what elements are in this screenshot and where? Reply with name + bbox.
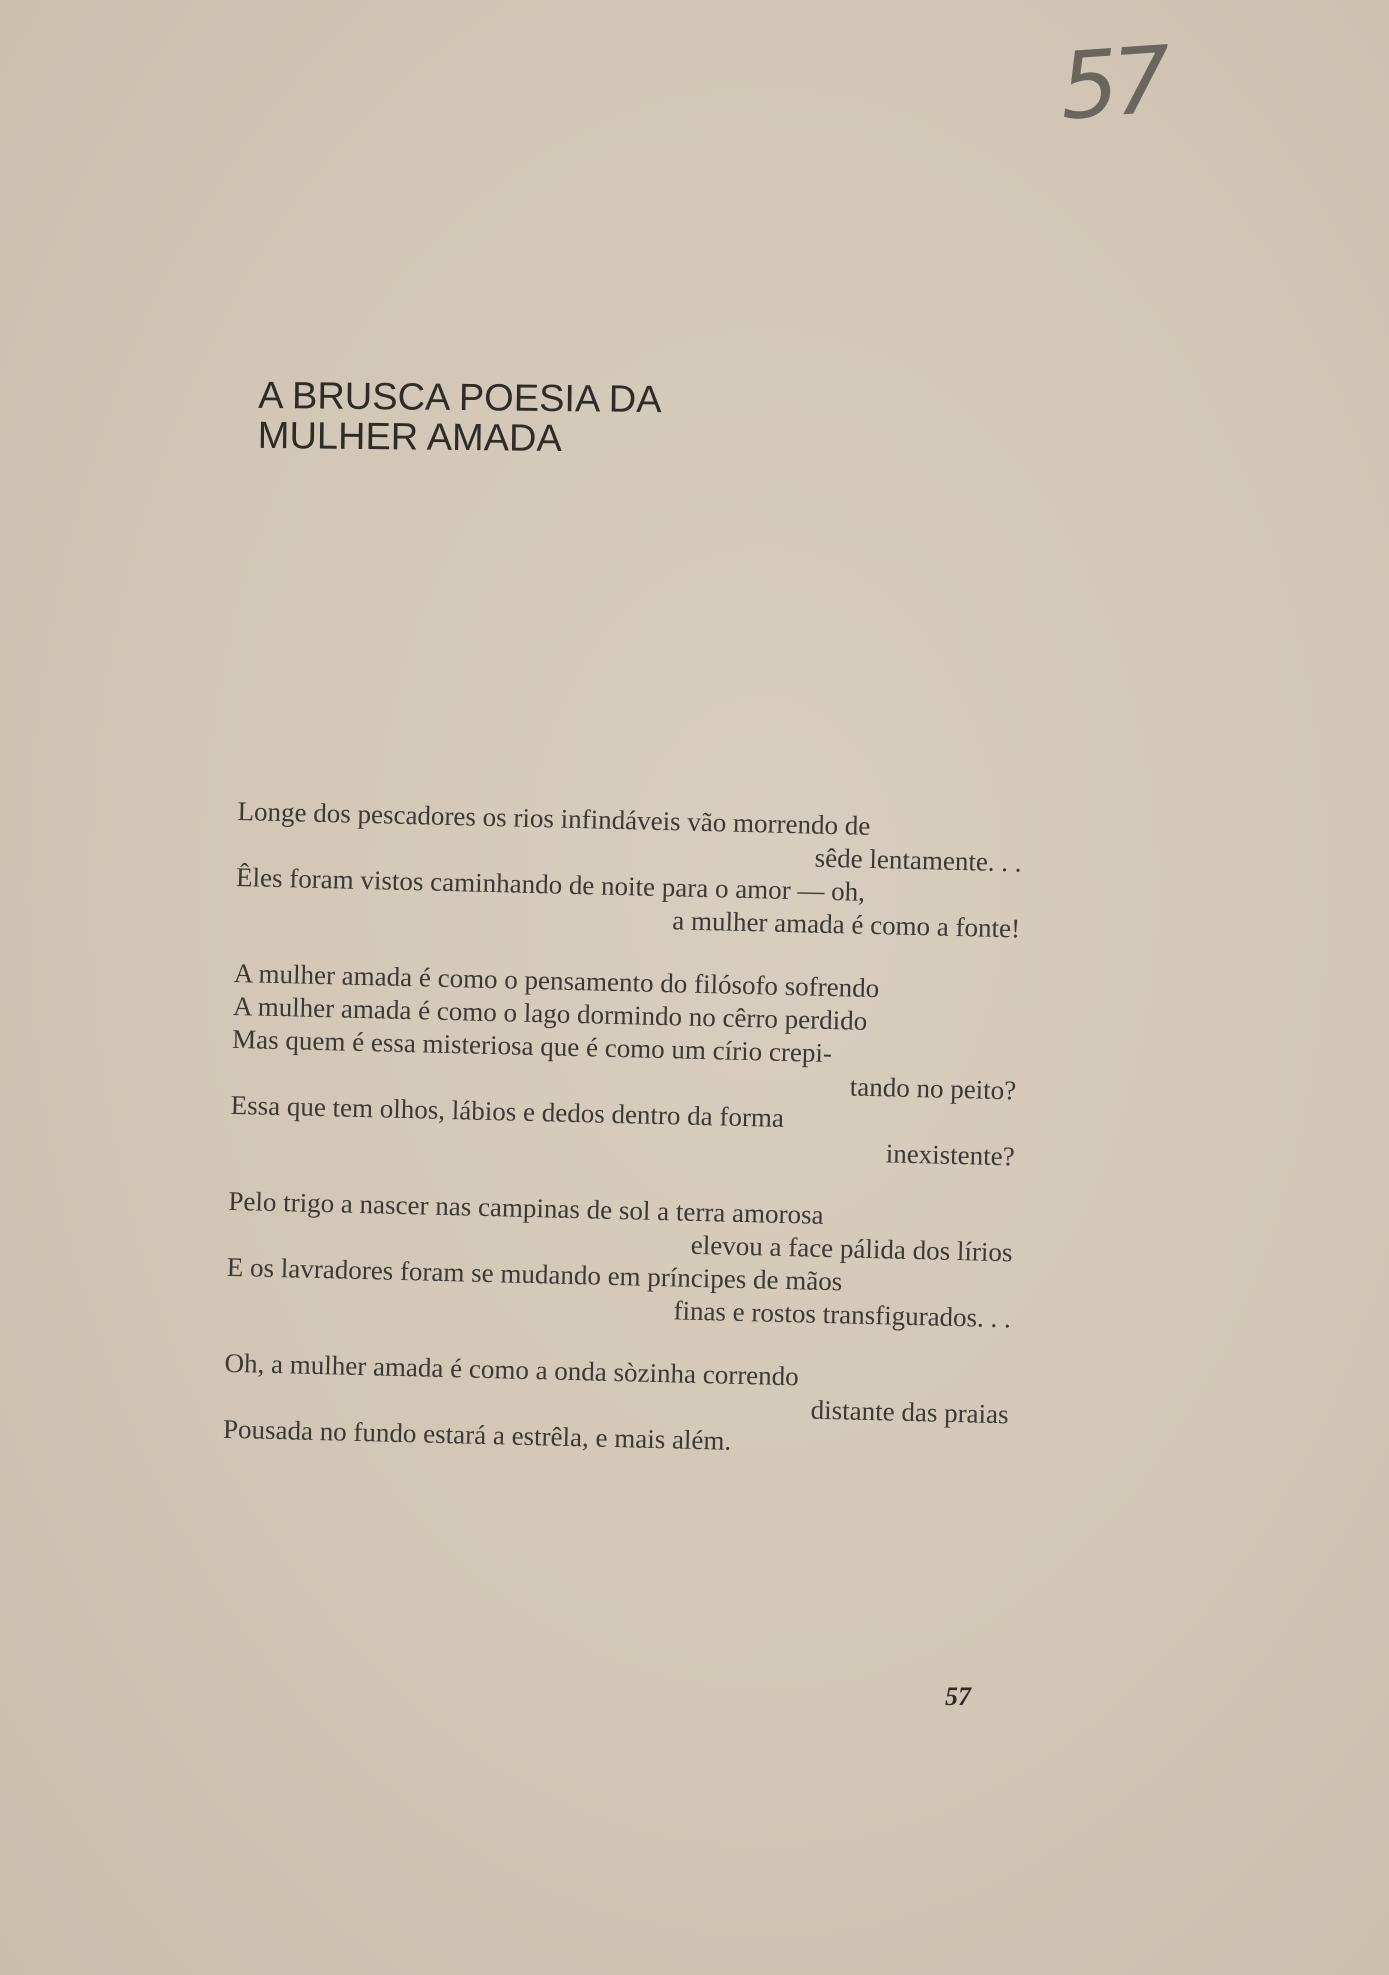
poem-line: tando no peito? <box>849 1071 1017 1106</box>
stanza-4 <box>223 1347 1010 1464</box>
poem-line: E os lavradores foram se mudando em príncipes de mãos <box>226 1251 843 1297</box>
poem-line: Longe dos pescadores os rios infindáveis vão morrendo de <box>237 795 871 841</box>
poem-line: finas e rostos transfigurados. . . <box>673 1295 1012 1334</box>
stanza-3 <box>226 1185 1014 1335</box>
poem-line: Êles foram vistos caminhando de noite para o amor — oh, <box>235 861 866 907</box>
stanza-1 <box>235 795 1023 945</box>
printed-page-number: 57 <box>945 1682 971 1711</box>
poem-line: A mulher amada é como o pensamento do filósofo sofrendo <box>233 957 880 1004</box>
poem-line: Pousada no fundo estará a estrêla, e mais além. <box>222 1413 732 1456</box>
poem-line: a mulher amada é como a fonte! <box>671 905 1021 944</box>
poem-line: Essa que tem olhos, lábios e dedos dentro da forma <box>230 1089 785 1133</box>
title-line-1: A BRUSCA POESIA DA <box>258 374 662 422</box>
poem-line: Mas quem é essa misteriosa que é como um círio crepi- <box>231 1023 833 1069</box>
poem-line: Pelo trigo a nascer nas campinas de sol a terra amorosa <box>228 1185 824 1230</box>
poem-line: sêde lentamente. . . <box>814 842 1022 878</box>
stanza-2 <box>230 957 1019 1173</box>
poem-line: Oh, a mulher amada é como a onda sòzinha correndo <box>224 1347 800 1392</box>
title-line-2: MULHER AMADA <box>257 414 563 461</box>
poem-line: elevou a face pálida dos lírios <box>690 1229 1013 1268</box>
poem-line: distante das praias <box>810 1394 1009 1430</box>
poem-title <box>258 376 662 460</box>
handwritten-page-number: 57 <box>1056 26 1169 141</box>
poem-body <box>222 795 1023 1494</box>
poem-line: inexistente? <box>885 1138 1016 1172</box>
poem-line: A mulher amada é como o lago dormindo no cêrro perdido <box>232 990 868 1036</box>
